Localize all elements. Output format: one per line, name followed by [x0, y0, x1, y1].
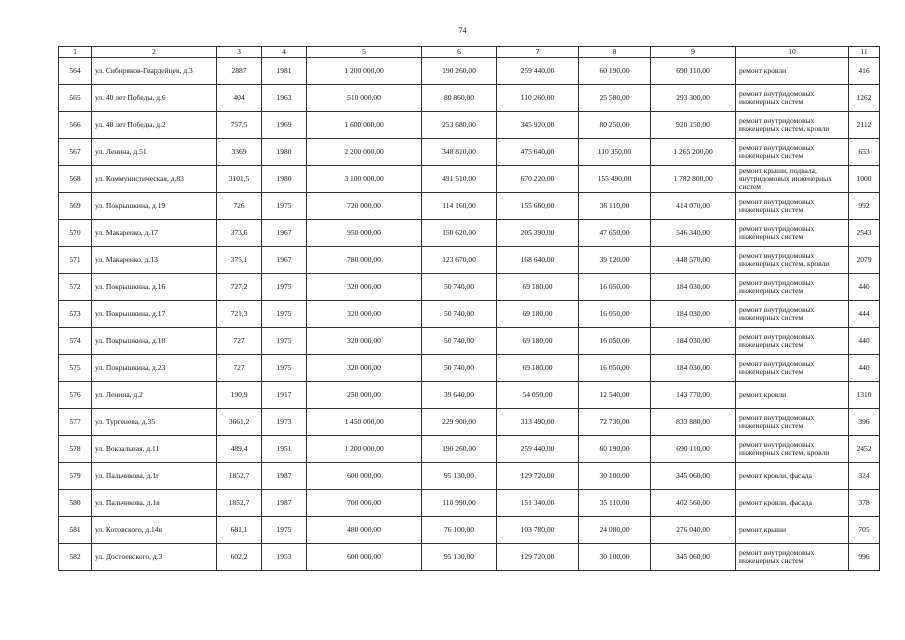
cell-year: 1987	[262, 490, 307, 517]
cell-cost-local: 155 490,00	[579, 166, 651, 193]
cell-cost-fund: 190 260,00	[422, 436, 497, 463]
cell-area: 3661,2	[217, 409, 262, 436]
cell-cost-local: 47 650,00	[579, 220, 651, 247]
cell-cost-owners: 448 570,00	[651, 247, 736, 274]
table-row	[59, 112, 880, 139]
cell-work-type: ремонт внутридомовых инженерных систем	[736, 355, 849, 382]
cell-cost-region: 69 180,00	[497, 274, 579, 301]
cell-area: 373,6	[217, 220, 262, 247]
cell-cost-region: 54 050,00	[497, 382, 579, 409]
cell-year: 1967	[262, 247, 307, 274]
cell-work-type: ремонт внутридомовых инженерных систем	[736, 544, 849, 571]
cell-area: 2887	[217, 58, 262, 85]
table-row	[59, 355, 880, 382]
table-row	[59, 247, 880, 274]
cell-work-type: ремонт внутридомовых инженерных систем, кровли	[736, 247, 849, 274]
cell-cost-region: 670 220,00	[497, 166, 579, 193]
column-number-6: 6	[422, 47, 497, 58]
cell-cost-region: 69 180,00	[497, 301, 579, 328]
cell-work-type: ремонт крыши	[736, 517, 849, 544]
cell-cost-owners: 1 782 800,00	[651, 166, 736, 193]
cell-area: 190,9	[217, 382, 262, 409]
cell-row-number: 573	[59, 301, 92, 328]
cell-address: ул. Макаренко, д.17	[92, 220, 217, 247]
cell-total-cost: 2 200 000,00	[307, 139, 422, 166]
cell-residents: 653	[849, 139, 880, 166]
cell-year: 1975	[262, 301, 307, 328]
cell-total-cost: 320 000,00	[307, 301, 422, 328]
column-number-7: 7	[497, 47, 579, 58]
cell-cost-local: 16 050,00	[579, 355, 651, 382]
cell-cost-local: 110 350,00	[579, 139, 651, 166]
cell-cost-local: 30 100,00	[579, 544, 651, 571]
cell-row-number: 564	[59, 58, 92, 85]
column-number-1: 1	[59, 47, 92, 58]
cell-cost-fund: 95 130,00	[422, 463, 497, 490]
cell-year: 1963	[262, 85, 307, 112]
cell-work-type: ремонт внутридомовых инженерных систем, кровли	[736, 436, 849, 463]
cell-cost-region: 345 920,00	[497, 112, 579, 139]
cell-total-cost: 600 000,00	[307, 544, 422, 571]
cell-cost-region: 205 390,00	[497, 220, 579, 247]
cell-cost-region: 259 440,00	[497, 58, 579, 85]
table-row	[59, 58, 880, 85]
cell-cost-fund: 39 640,00	[422, 382, 497, 409]
cell-total-cost: 720 000,00	[307, 193, 422, 220]
cell-work-type: ремонт кровли, фасада	[736, 490, 849, 517]
cell-residents: 1310	[849, 382, 880, 409]
table-row	[59, 274, 880, 301]
cell-cost-region: 168 640,00	[497, 247, 579, 274]
cell-cost-local: 25 580,00	[579, 85, 651, 112]
cell-row-number: 579	[59, 463, 92, 490]
cell-area: 404	[217, 85, 262, 112]
cell-year: 1975	[262, 193, 307, 220]
cell-area: 727	[217, 355, 262, 382]
cell-residents: 992	[849, 193, 880, 220]
cell-work-type: ремонт внутридомовых инженерных систем	[736, 274, 849, 301]
cell-address: ул. Пальчикова, д.1г	[92, 463, 217, 490]
cell-cost-region: 69 180,00	[497, 355, 579, 382]
cell-cost-local: 16 050,00	[579, 328, 651, 355]
cell-cost-owners: 184 030,00	[651, 274, 736, 301]
table-row	[59, 544, 880, 571]
cell-address: ул. Достоевского, д.3	[92, 544, 217, 571]
cell-cost-fund: 110 990,00	[422, 490, 497, 517]
table-row	[59, 382, 880, 409]
column-number-5: 5	[307, 47, 422, 58]
table-row	[59, 409, 880, 436]
cell-row-number: 574	[59, 328, 92, 355]
cell-residents: 440	[849, 328, 880, 355]
cell-cost-region: 110 260,00	[497, 85, 579, 112]
cell-total-cost: 950 000,00	[307, 220, 422, 247]
cell-residents: 324	[849, 463, 880, 490]
cell-cost-local: 39 120,00	[579, 247, 651, 274]
table-row	[59, 436, 880, 463]
cell-work-type: ремонт внутридомовых инженерных систем	[736, 85, 849, 112]
cell-row-number: 570	[59, 220, 92, 247]
cell-year: 1973	[262, 409, 307, 436]
cell-cost-fund: 150 620,00	[422, 220, 497, 247]
cell-row-number: 578	[59, 436, 92, 463]
cell-residents: 2543	[849, 220, 880, 247]
cell-row-number: 571	[59, 247, 92, 274]
cell-area: 3369	[217, 139, 262, 166]
cell-cost-region: 475 640,00	[497, 139, 579, 166]
cell-total-cost: 1 450 000,00	[307, 409, 422, 436]
cell-residents: 440	[849, 355, 880, 382]
cell-cost-fund: 80 860,00	[422, 85, 497, 112]
cell-cost-local: 60 190,00	[579, 58, 651, 85]
cell-row-number: 580	[59, 490, 92, 517]
cell-work-type: ремонт внутридомовых инженерных систем	[736, 193, 849, 220]
cell-cost-local: 60 190,00	[579, 436, 651, 463]
cell-cost-owners: 345 060,00	[651, 544, 736, 571]
cell-cost-local: 30 100,00	[579, 463, 651, 490]
cell-row-number: 577	[59, 409, 92, 436]
column-number-8: 8	[579, 47, 651, 58]
cell-cost-fund: 50 740,00	[422, 328, 497, 355]
cell-area: 727,2	[217, 274, 262, 301]
cell-cost-fund: 348 810,00	[422, 139, 497, 166]
cell-area: 1852,7	[217, 463, 262, 490]
cell-cost-fund: 95 130,00	[422, 544, 497, 571]
cell-area: 3101,5	[217, 166, 262, 193]
cell-cost-owners: 345 060,00	[651, 463, 736, 490]
cell-total-cost: 320 000,00	[307, 274, 422, 301]
cell-residents: 440	[849, 274, 880, 301]
cell-residents: 1262	[849, 85, 880, 112]
cell-cost-local: 35 110,00	[579, 490, 651, 517]
cell-work-type: ремонт кровли, фасада	[736, 463, 849, 490]
cell-cost-owners: 920 150,00	[651, 112, 736, 139]
cell-work-type: ремонт внутридомовых инженерных систем	[736, 328, 849, 355]
cell-total-cost: 600 000,00	[307, 463, 422, 490]
cell-year: 1987	[262, 463, 307, 490]
cell-area: 489,4	[217, 436, 262, 463]
cell-cost-owners: 1 265 200,00	[651, 139, 736, 166]
cell-year: 1967	[262, 220, 307, 247]
cell-residents: 705	[849, 517, 880, 544]
cell-address: ул. Покрышкина, д.18	[92, 328, 217, 355]
cell-residents: 2112	[849, 112, 880, 139]
cell-work-type: ремонт кровли	[736, 58, 849, 85]
column-number-11: 11	[849, 47, 880, 58]
cell-total-cost: 510 000,00	[307, 85, 422, 112]
cell-year: 1975	[262, 328, 307, 355]
cell-work-type: ремонт внутридомовых инженерных систем	[736, 139, 849, 166]
cell-address: ул. Котовского, д.14в	[92, 517, 217, 544]
cell-address: ул. Ленина, д.51	[92, 139, 217, 166]
cell-cost-fund: 50 740,00	[422, 355, 497, 382]
cell-residents: 416	[849, 58, 880, 85]
page-number: 74	[458, 26, 467, 35]
cell-cost-owners: 690 110,00	[651, 436, 736, 463]
cell-address: ул. 40 лет Победы, д.6	[92, 85, 217, 112]
cell-work-type: ремонт внутридомовых инженерных систем	[736, 220, 849, 247]
cell-address: ул. Коммунистическая, д.83	[92, 166, 217, 193]
cell-cost-region: 69 180,00	[497, 328, 579, 355]
cell-cost-region: 151 340,00	[497, 490, 579, 517]
cell-cost-local: 16 050,00	[579, 301, 651, 328]
cell-residents: 996	[849, 544, 880, 571]
cell-cost-fund: 114 160,00	[422, 193, 497, 220]
cell-address: ул. Покрышкина, д.17	[92, 301, 217, 328]
cell-cost-owners: 184 030,00	[651, 355, 736, 382]
cell-year: 1975	[262, 274, 307, 301]
cell-residents: 396	[849, 409, 880, 436]
cell-cost-fund: 123 670,00	[422, 247, 497, 274]
cell-row-number: 572	[59, 274, 92, 301]
cell-residents: 2079	[849, 247, 880, 274]
cell-address: ул. Покрышкина, д.23	[92, 355, 217, 382]
cell-area: 727	[217, 328, 262, 355]
cell-total-cost: 3 100 000,00	[307, 166, 422, 193]
cell-residents: 1000	[849, 166, 880, 193]
cell-row-number: 581	[59, 517, 92, 544]
cell-cost-fund: 50 740,00	[422, 301, 497, 328]
cell-row-number: 565	[59, 85, 92, 112]
cell-cost-owners: 184 030,00	[651, 328, 736, 355]
table-row	[59, 301, 880, 328]
cell-address: ул. Пальчикова, д.1в	[92, 490, 217, 517]
cell-total-cost: 1 200 000,00	[307, 436, 422, 463]
column-number-3: 3	[217, 47, 262, 58]
cell-total-cost: 320 000,00	[307, 328, 422, 355]
cell-area: 602,2	[217, 544, 262, 571]
cell-total-cost: 700 000,00	[307, 490, 422, 517]
cell-row-number: 576	[59, 382, 92, 409]
table-row	[59, 328, 880, 355]
repair-table	[58, 46, 880, 571]
cell-area: 1852,7	[217, 490, 262, 517]
column-number-4: 4	[262, 47, 307, 58]
cell-cost-local: 72 730,00	[579, 409, 651, 436]
table-row	[59, 166, 880, 193]
cell-address: ул. Тургенева, д.35	[92, 409, 217, 436]
cell-address: ул. 40 лет Победы, д.2	[92, 112, 217, 139]
cell-address: ул. Покрышкина, д.16	[92, 274, 217, 301]
cell-row-number: 566	[59, 112, 92, 139]
cell-year: 1980	[262, 139, 307, 166]
cell-cost-fund: 491 510,00	[422, 166, 497, 193]
table-row	[59, 517, 880, 544]
cell-year: 1975	[262, 355, 307, 382]
cell-total-cost: 780 000,00	[307, 247, 422, 274]
cell-cost-owners: 402 560,00	[651, 490, 736, 517]
cell-work-type: ремонт кровли	[736, 382, 849, 409]
table-row	[59, 85, 880, 112]
table-row	[59, 139, 880, 166]
cell-row-number: 569	[59, 193, 92, 220]
table-row	[59, 220, 880, 247]
cell-address: ул. Сибиряков-Гвардейцев, д.3	[92, 58, 217, 85]
table-body	[59, 58, 880, 571]
cell-residents: 444	[849, 301, 880, 328]
cell-year: 1953	[262, 544, 307, 571]
cell-cost-owners: 184 030,00	[651, 301, 736, 328]
table-row	[59, 490, 880, 517]
cell-area: 757,5	[217, 112, 262, 139]
cell-cost-fund: 190 260,00	[422, 58, 497, 85]
cell-cost-local: 80 250,00	[579, 112, 651, 139]
cell-cost-owners: 276 040,00	[651, 517, 736, 544]
cell-year: 1980	[262, 166, 307, 193]
cell-cost-local: 24 080,00	[579, 517, 651, 544]
cell-area: 681,1	[217, 517, 262, 544]
cell-work-type: ремонт крыши, подвала, внутридомовых инженерных систем	[736, 166, 849, 193]
cell-year: 1975	[262, 517, 307, 544]
cell-row-number: 575	[59, 355, 92, 382]
cell-cost-local: 12 540,00	[579, 382, 651, 409]
cell-cost-owners: 414 070,00	[651, 193, 736, 220]
cell-residents: 378	[849, 490, 880, 517]
cell-cost-fund: 253 680,00	[422, 112, 497, 139]
cell-total-cost: 320 000,00	[307, 355, 422, 382]
column-number-row	[59, 47, 880, 58]
cell-row-number: 568	[59, 166, 92, 193]
cell-cost-region: 103 780,00	[497, 517, 579, 544]
cell-row-number: 567	[59, 139, 92, 166]
cell-year: 1917	[262, 382, 307, 409]
cell-area: 726	[217, 193, 262, 220]
cell-cost-region: 129 720,00	[497, 463, 579, 490]
cell-cost-local: 36 110,00	[579, 193, 651, 220]
cell-work-type: ремонт внутридомовых инженерных систем	[736, 301, 849, 328]
cell-year: 1969	[262, 112, 307, 139]
cell-cost-region: 313 490,00	[497, 409, 579, 436]
table-row	[59, 193, 880, 220]
cell-year: 1981	[262, 58, 307, 85]
cell-area: 375,1	[217, 247, 262, 274]
cell-cost-fund: 76 100,00	[422, 517, 497, 544]
cell-area: 721,3	[217, 301, 262, 328]
cell-address: ул. Вокзальная, д.11	[92, 436, 217, 463]
cell-cost-owners: 546 340,00	[651, 220, 736, 247]
cell-cost-region: 259 440,00	[497, 436, 579, 463]
cell-cost-local: 16 050,00	[579, 274, 651, 301]
cell-work-type: ремонт внутридомовых инженерных систем	[736, 409, 849, 436]
cell-row-number: 582	[59, 544, 92, 571]
cell-address: ул. Макаренко, д.13	[92, 247, 217, 274]
cell-total-cost: 250 000,00	[307, 382, 422, 409]
cell-total-cost: 1 200 000,00	[307, 58, 422, 85]
table-row	[59, 463, 880, 490]
column-number-9: 9	[651, 47, 736, 58]
cell-cost-fund: 229 900,00	[422, 409, 497, 436]
cell-cost-owners: 293 300,00	[651, 85, 736, 112]
cell-cost-fund: 50 740,00	[422, 274, 497, 301]
cell-cost-region: 155 660,00	[497, 193, 579, 220]
cell-year: 1951	[262, 436, 307, 463]
cell-cost-owners: 833 880,00	[651, 409, 736, 436]
cell-cost-region: 129 720,00	[497, 544, 579, 571]
cell-cost-owners: 143 770,00	[651, 382, 736, 409]
cell-work-type: ремонт внутридомовых инженерных систем, кровли	[736, 112, 849, 139]
column-number-10: 10	[736, 47, 849, 58]
cell-total-cost: 1 600 000,00	[307, 112, 422, 139]
cell-address: ул. Ленина, д.2	[92, 382, 217, 409]
cell-total-cost: 480 000,00	[307, 517, 422, 544]
column-number-2: 2	[92, 47, 217, 58]
cell-address: ул. Покрышкина, д.19	[92, 193, 217, 220]
cell-residents: 2452	[849, 436, 880, 463]
cell-cost-owners: 690 110,00	[651, 58, 736, 85]
